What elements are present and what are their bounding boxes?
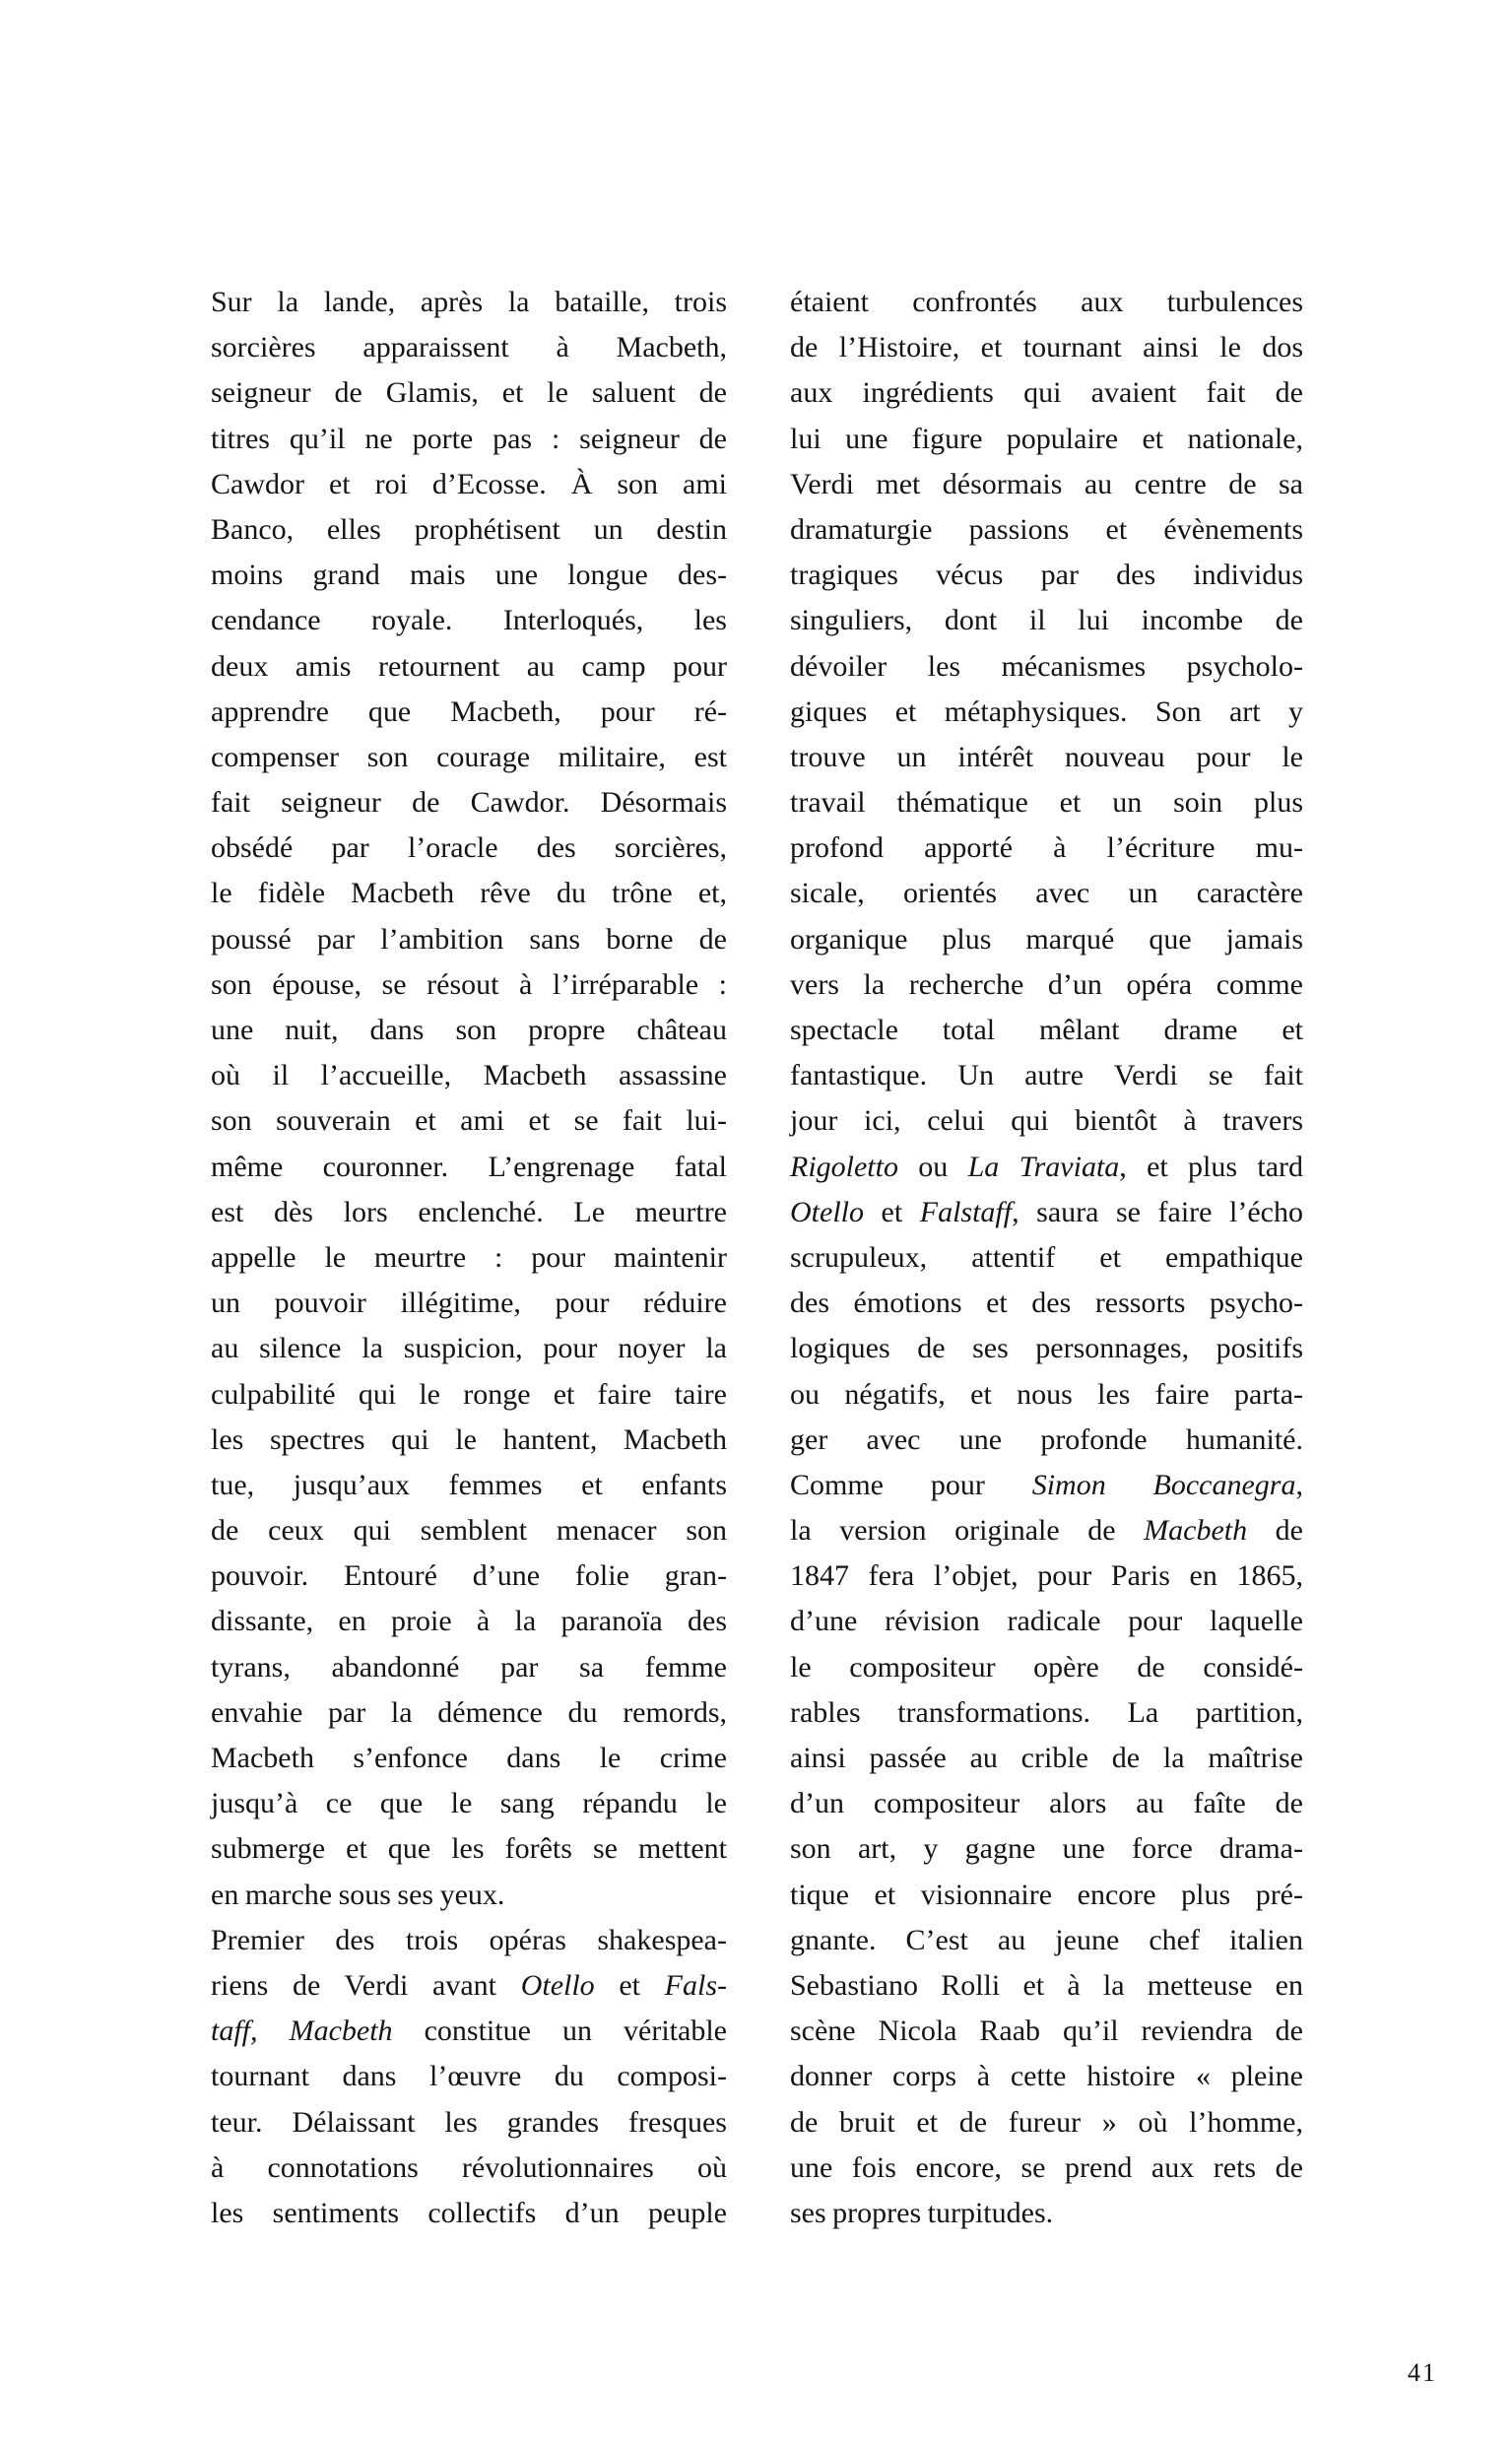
text-segment: Sebastiano Rolli et à la metteuse en bbox=[790, 1968, 1303, 2002]
text-segment: et bbox=[594, 1968, 665, 2002]
text-line bbox=[211, 1190, 727, 1235]
text-line bbox=[790, 1918, 1303, 1963]
text-segment: Verdi met désormais au centre de sa bbox=[790, 467, 1303, 500]
text-line bbox=[790, 1145, 1303, 1190]
italic-title-segment: La Traviata bbox=[967, 1150, 1120, 1183]
text-line bbox=[211, 1372, 727, 1418]
text-segment: tique et visionnaire encore plus pré- bbox=[790, 1878, 1303, 1911]
text-line bbox=[790, 644, 1303, 690]
text-segment: étaient confrontés aux turbulences bbox=[790, 286, 1303, 318]
text-line bbox=[211, 2146, 727, 2191]
text-segment: organique plus marqué que jamais bbox=[790, 922, 1303, 956]
text-line bbox=[211, 462, 727, 507]
text-line bbox=[211, 1599, 727, 1644]
text-line bbox=[790, 417, 1303, 462]
italic-title-segment: Fals- bbox=[664, 1968, 727, 2002]
text-line bbox=[211, 1690, 727, 1736]
text-line bbox=[790, 1599, 1303, 1644]
text-segment: une fois encore, se prend aux rets de bbox=[790, 2150, 1303, 2184]
page-number: 41 bbox=[1408, 2358, 1437, 2387]
text-segment: de ceux qui semblent menacer son bbox=[211, 1514, 727, 1548]
text-line bbox=[790, 1826, 1303, 1872]
text-line bbox=[790, 1645, 1303, 1690]
text-line bbox=[790, 2191, 1303, 2236]
text-line bbox=[211, 325, 727, 370]
text-segment: tyrans, abandonné par sa femme bbox=[211, 1650, 727, 1684]
text-line bbox=[211, 1326, 727, 1371]
text-line bbox=[790, 325, 1303, 370]
text-segment: d’un compositeur alors au faîte de bbox=[790, 1787, 1303, 1820]
text-line bbox=[211, 1053, 727, 1098]
text-segment: travail thématique et un soin plus bbox=[790, 786, 1303, 820]
text-segment: jour ici, celui qui bientôt à travers bbox=[790, 1104, 1303, 1138]
text-line bbox=[790, 1372, 1303, 1418]
text-line bbox=[790, 2146, 1303, 2191]
text-segment: d’une révision radicale pour laquelle bbox=[790, 1605, 1303, 1638]
text-segment: des émotions et des ressorts psycho- bbox=[790, 1287, 1303, 1320]
text-line bbox=[211, 2009, 727, 2054]
italic-title-segment: Otello bbox=[790, 1195, 864, 1228]
text-segment: culpabilité qui le ronge et faire taire bbox=[211, 1377, 727, 1411]
text-segment: lui une figure populaire et nationale, bbox=[790, 422, 1303, 455]
text-line bbox=[211, 598, 727, 643]
text-line bbox=[211, 1281, 727, 1326]
text-line bbox=[790, 462, 1303, 507]
text-line bbox=[211, 644, 727, 690]
text-line bbox=[211, 280, 727, 325]
text-line bbox=[790, 1963, 1303, 2009]
column-left bbox=[211, 280, 727, 2236]
text-segment: fantastique. Un autre Verdi se fait bbox=[790, 1059, 1303, 1092]
text-segment: 1847 fera l’objet, pour Paris en 1865, bbox=[790, 1559, 1303, 1593]
text-line bbox=[790, 507, 1303, 553]
text-line bbox=[790, 917, 1303, 962]
text-segment: dévoiler les mécanismes psycholo- bbox=[790, 649, 1303, 683]
text-line bbox=[211, 2191, 727, 2236]
text-segment: Banco, elles prophétisent un destin bbox=[211, 512, 727, 546]
text-line bbox=[211, 780, 727, 825]
text-segment: de bruit et de fureur » où l’homme, bbox=[790, 2105, 1303, 2139]
text-segment: submerge et que les forêts se mettent bbox=[211, 1832, 727, 1866]
article-body bbox=[211, 280, 1303, 2236]
text-segment: aux ingrédients qui avaient fait de bbox=[790, 376, 1303, 410]
text-line bbox=[790, 1508, 1303, 1553]
text-segment: seigneur de Glamis, et le saluent de bbox=[211, 376, 727, 410]
text-segment: poussé par l’ambition sans borne de bbox=[211, 922, 727, 956]
text-segment: scrupuleux, attentif et empathique bbox=[790, 1240, 1303, 1274]
text-line bbox=[211, 871, 727, 916]
italic-title-segment: Falstaff bbox=[919, 1195, 1013, 1228]
text-line bbox=[211, 1008, 727, 1053]
text-line bbox=[790, 2009, 1303, 2054]
italic-title-segment: Macbeth bbox=[289, 2014, 393, 2048]
text-segment: tournant dans l’œuvre du composi- bbox=[211, 2060, 727, 2093]
text-segment: un pouvoir illégitime, pour réduire bbox=[211, 1287, 727, 1320]
text-line bbox=[790, 825, 1303, 871]
text-line bbox=[211, 1963, 727, 2009]
text-line bbox=[211, 417, 727, 462]
text-segment: vers la recherche d’un opéra comme bbox=[790, 967, 1303, 1001]
text-segment: au silence la suspicion, pour noyer la bbox=[211, 1332, 727, 1365]
text-segment: où il l’accueille, Macbeth assassine bbox=[211, 1059, 727, 1092]
text-segment: pouvoir. Entouré d’une folie gran- bbox=[211, 1559, 727, 1593]
text-line bbox=[790, 1098, 1303, 1144]
text-segment: Macbeth s’enfonce dans le crime bbox=[211, 1742, 727, 1774]
text-segment: Premier des trois opéras shakespea- bbox=[211, 1923, 727, 1956]
text-segment: Sur la lande, après la bataille, trois bbox=[211, 286, 727, 318]
text-line bbox=[790, 780, 1303, 825]
text-line bbox=[790, 1736, 1303, 1781]
text-line bbox=[790, 1281, 1303, 1326]
text-segment: son épouse, se résout à l’irréparable : bbox=[211, 967, 727, 1001]
text-segment: sicale, orientés avec un caractère bbox=[790, 877, 1303, 910]
text-line bbox=[211, 1508, 727, 1553]
text-segment: giques et métaphysiques. Son art y bbox=[790, 694, 1303, 728]
text-line bbox=[211, 1235, 727, 1281]
text-line bbox=[211, 1918, 727, 1963]
text-segment: compenser son courage militaire, est bbox=[211, 740, 727, 773]
text-segment: ou bbox=[897, 1150, 968, 1183]
text-segment: titres qu’il ne porte pas : seigneur de bbox=[211, 422, 727, 455]
text-line bbox=[211, 507, 727, 553]
text-line bbox=[790, 598, 1303, 643]
text-segment: apprendre que Macbeth, pour ré- bbox=[211, 694, 727, 728]
text-segment: le compositeur opère de considé- bbox=[790, 1650, 1303, 1684]
text-segment: ainsi passée au crible de la maîtrise bbox=[790, 1742, 1303, 1774]
text-segment: le fidèle Macbeth rêve du trône et, bbox=[211, 877, 727, 910]
text-segment: envahie par la démence du remords, bbox=[211, 1695, 727, 1729]
text-segment: spectacle total mêlant drame et bbox=[790, 1014, 1303, 1046]
text-segment: teur. Délaissant les grandes fresques bbox=[211, 2105, 727, 2139]
text-line bbox=[790, 280, 1303, 325]
text-line bbox=[790, 690, 1303, 735]
text-line bbox=[790, 871, 1303, 916]
text-segment: rables transformations. La partition, bbox=[790, 1695, 1303, 1729]
italic-title-segment: taff, bbox=[211, 2014, 258, 2048]
text-segment: tue, jusqu’aux femmes et enfants bbox=[211, 1468, 727, 1501]
text-segment: de bbox=[1247, 1514, 1303, 1548]
text-line bbox=[790, 553, 1303, 598]
text-line bbox=[211, 1873, 727, 1918]
text-segment: constitue un véritable bbox=[392, 2014, 727, 2048]
text-segment: les sentiments collectifs d’un peuple bbox=[211, 2196, 727, 2229]
text-segment: scène Nicola Raab qu’il reviendra de bbox=[790, 2014, 1303, 2048]
text-segment: trouve un intérêt nouveau pour le bbox=[790, 740, 1303, 773]
text-line bbox=[211, 1145, 727, 1190]
column-right bbox=[790, 280, 1303, 2236]
text-segment bbox=[258, 2014, 290, 2047]
text-line bbox=[790, 2100, 1303, 2146]
text-segment: une nuit, dans son propre château bbox=[211, 1014, 727, 1046]
text-segment: obsédé par l’oracle des sorcières, bbox=[211, 831, 727, 865]
text-segment: singuliers, dont il lui incombe de bbox=[790, 604, 1303, 637]
text-line bbox=[211, 553, 727, 598]
text-line bbox=[790, 1418, 1303, 1463]
text-line bbox=[211, 1826, 727, 1872]
text-segment: sorcières apparaissent à Macbeth, bbox=[211, 331, 727, 364]
text-segment: dramaturgie passions et évènements bbox=[790, 512, 1303, 546]
text-segment: jusqu’à ce que le sang répandu le bbox=[211, 1787, 727, 1820]
text-segment: de l’Histoire, et tournant ainsi le dos bbox=[790, 331, 1303, 364]
text-line bbox=[211, 1418, 727, 1463]
text-segment: profond apporté à l’écriture mu- bbox=[790, 831, 1303, 865]
text-segment: gnante. C’est au jeune chef italien bbox=[790, 1923, 1303, 1956]
text-segment: ou négatifs, et nous les faire parta- bbox=[790, 1377, 1303, 1411]
text-segment: tragiques vécus par des individus bbox=[790, 559, 1303, 592]
text-line bbox=[790, 1690, 1303, 1736]
text-line bbox=[211, 370, 727, 416]
text-segment: ses propres turpitudes. bbox=[790, 2196, 1054, 2229]
text-line bbox=[790, 1008, 1303, 1053]
text-line bbox=[790, 735, 1303, 780]
text-line bbox=[790, 1873, 1303, 1918]
text-segment: , bbox=[1295, 1468, 1303, 1501]
text-line bbox=[790, 1463, 1303, 1508]
text-segment: Cawdor et roi d’Ecosse. À son ami bbox=[211, 467, 727, 500]
text-line bbox=[790, 1326, 1303, 1371]
text-segment: son souverain et ami et se fait lui- bbox=[211, 1104, 727, 1138]
text-line bbox=[790, 1553, 1303, 1599]
text-line bbox=[211, 825, 727, 871]
text-line bbox=[211, 917, 727, 962]
italic-title-segment: Otello bbox=[520, 1968, 595, 2002]
text-segment: en marche sous ses yeux. bbox=[211, 1878, 505, 1911]
text-line bbox=[211, 735, 727, 780]
text-segment: même couronner. L’engrenage fatal bbox=[211, 1150, 727, 1183]
italic-title-segment: Macbeth bbox=[1144, 1514, 1248, 1548]
text-segment: fait seigneur de Cawdor. Désormais bbox=[211, 786, 727, 820]
text-line bbox=[211, 2054, 727, 2099]
text-segment: deux amis retournent au camp pour bbox=[211, 649, 727, 683]
text-line bbox=[211, 1736, 727, 1781]
text-line bbox=[790, 1190, 1303, 1235]
text-line bbox=[790, 370, 1303, 416]
text-line bbox=[790, 2054, 1303, 2099]
text-segment: riens de Verdi avant bbox=[211, 1968, 521, 2002]
text-segment: cendance royale. Interloqués, les bbox=[211, 604, 727, 637]
text-segment: donner corps à cette histoire « pleine bbox=[790, 2060, 1303, 2093]
text-line bbox=[211, 1553, 727, 1599]
text-segment: Comme pour bbox=[790, 1468, 1032, 1501]
text-line bbox=[211, 962, 727, 1008]
text-segment: la version originale de bbox=[790, 1514, 1145, 1548]
text-segment: , et plus tard bbox=[1119, 1150, 1303, 1183]
text-line bbox=[790, 962, 1303, 1008]
text-segment: à connotations révolutionnaires où bbox=[211, 2150, 727, 2184]
text-line bbox=[211, 1781, 727, 1826]
text-segment: dissante, en proie à la paranoïa des bbox=[211, 1605, 727, 1638]
text-line bbox=[790, 1235, 1303, 1281]
italic-title-segment: Rigoletto bbox=[790, 1150, 898, 1183]
text-line bbox=[211, 1098, 727, 1144]
text-segment: les spectres qui le hantent, Macbeth bbox=[211, 1422, 727, 1456]
text-line bbox=[211, 2100, 727, 2146]
text-segment: appelle le meurtre : pour maintenir bbox=[211, 1240, 727, 1274]
text-line bbox=[211, 1645, 727, 1690]
text-segment: son art, y gagne une force drama- bbox=[790, 1832, 1303, 1866]
italic-title-segment: Simon Boccanegra bbox=[1031, 1468, 1296, 1501]
text-line bbox=[211, 690, 727, 735]
text-segment: moins grand mais une longue des- bbox=[211, 559, 727, 592]
text-segment: ger avec une profonde humanité. bbox=[790, 1422, 1303, 1456]
text-segment: et bbox=[864, 1195, 920, 1228]
text-line bbox=[790, 1781, 1303, 1826]
text-segment: logiques de ses personnages, positifs bbox=[790, 1332, 1303, 1365]
text-segment: , saura se faire l’écho bbox=[1012, 1195, 1303, 1228]
text-line bbox=[211, 1463, 727, 1508]
text-line bbox=[790, 1053, 1303, 1098]
text-segment: est dès lors enclenché. Le meurtre bbox=[211, 1195, 727, 1228]
